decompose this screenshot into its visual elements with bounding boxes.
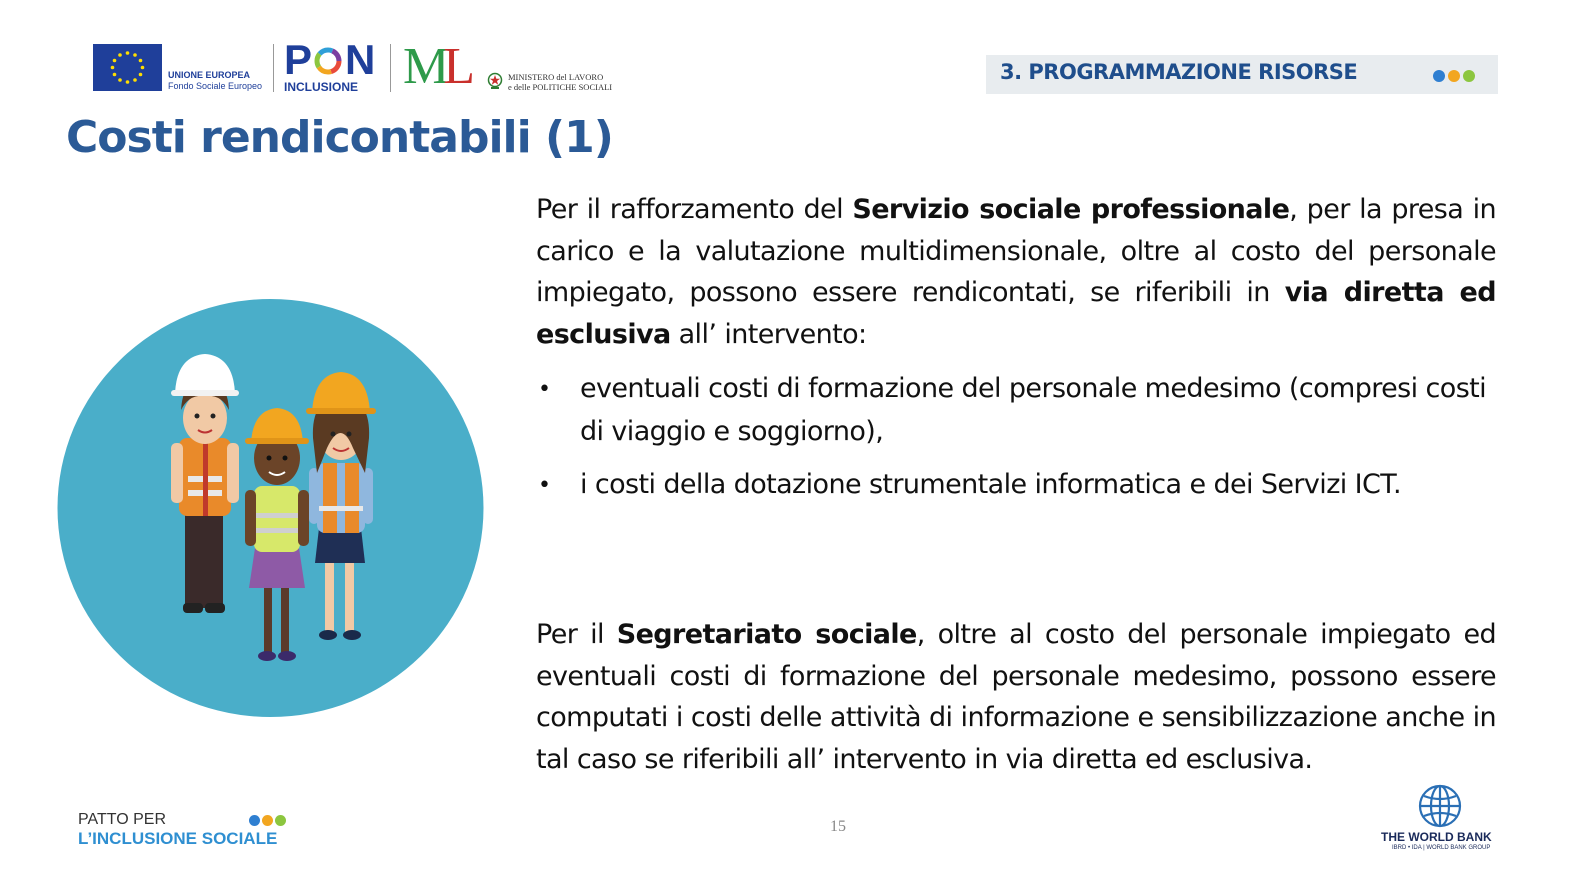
- ministry-label-line1: MINISTERO del LAVORO: [508, 72, 604, 82]
- patto-dot-blue: [249, 815, 260, 826]
- p1-text-2: , per la presa in carico e la valutazione multidimensionale, oltre al costo del personale impiegato, possono essere rendicontati, se riferibili in: [536, 194, 1497, 308]
- pon-word: [284, 36, 375, 83]
- page-title: Costi rendicontabili (1): [66, 112, 613, 163]
- patto-line2: L’INCLUSIONE SOCIALE: [78, 829, 278, 848]
- p2-bold-1: Segretariato sociale: [616, 619, 917, 650]
- eu-label-line2: Fondo Sociale Europeo: [168, 81, 263, 91]
- section-dot-green: [1463, 70, 1475, 82]
- p1-bold-2: via diretta ed esclusiva: [536, 277, 1496, 350]
- patto-dot-orange: [262, 815, 273, 826]
- patto-dot-green: [275, 815, 286, 826]
- p1-text-1: Per il rafforzamento del: [536, 194, 853, 225]
- logo-divider: [273, 44, 274, 92]
- patto-line1: PATTO PER: [78, 811, 167, 828]
- section-label: 3. PROGRAMMAZIONE RISORSE: [1000, 60, 1358, 84]
- logo-divider: [390, 44, 391, 92]
- italian-emblem-icon: [487, 72, 503, 90]
- world-bank-name: THE WORLD BANK: [1381, 830, 1492, 844]
- pon-p: P: [284, 36, 312, 83]
- patto-inclusione-logo: [78, 810, 277, 848]
- eu-label: [168, 70, 262, 92]
- p2-text-2: , oltre al costo del personale impiegato ed eventuali costi di formazione del personale medesimo, possono essere computati i costi delle attività di informazione e sensibilizzazione anche in tal caso se riferibili all’ intervento in via diretta ed esclusiva.: [536, 619, 1496, 775]
- pon-ring-icon: [312, 45, 344, 77]
- section-dot-blue: [1433, 70, 1445, 82]
- pon-sub-label: INCLUSIONE: [284, 80, 359, 94]
- pon-n: N: [345, 36, 375, 83]
- ministry-label: [508, 72, 612, 92]
- world-bank-sub: IBRD • IDA | WORLD BANK GROUP: [1392, 845, 1491, 851]
- section-dot-orange: [1448, 70, 1460, 82]
- pon-inclusione-logo: [284, 36, 375, 94]
- three-women-workers-in-hardhats-icon: [57, 298, 484, 718]
- p1-bold-1: Servizio sociale professionale: [852, 194, 1290, 225]
- eu-label-line1: UNIONE EUROPEA: [168, 70, 251, 80]
- page-number: 15: [830, 818, 846, 835]
- bullet-item-dotazione-ict: i costi della dotazione strumentale informatica e dei Servizi ICT.: [580, 469, 1401, 500]
- eu-flag-icon: [93, 44, 162, 91]
- bullet-marker: •: [538, 473, 551, 498]
- ministry-label-line2: e delle POLITICHE SOCIALI: [508, 82, 613, 92]
- bullet-marker: •: [538, 377, 551, 402]
- world-bank-globe-icon: [1410, 782, 1470, 830]
- paragraph-servizio-sociale: [536, 189, 1496, 355]
- paragraph-segretariato-sociale: [536, 614, 1496, 780]
- p2-text-1: Per il: [536, 619, 617, 650]
- workers-illustration: [57, 298, 484, 718]
- ministry-ml-logo: ML: [403, 38, 470, 95]
- bullet-item-formazione: eventuali costi di formazione del personale medesimo (compresi costi di viaggio e soggiorno),: [580, 373, 1487, 447]
- p1-text-3: all’ intervento:: [670, 318, 867, 350]
